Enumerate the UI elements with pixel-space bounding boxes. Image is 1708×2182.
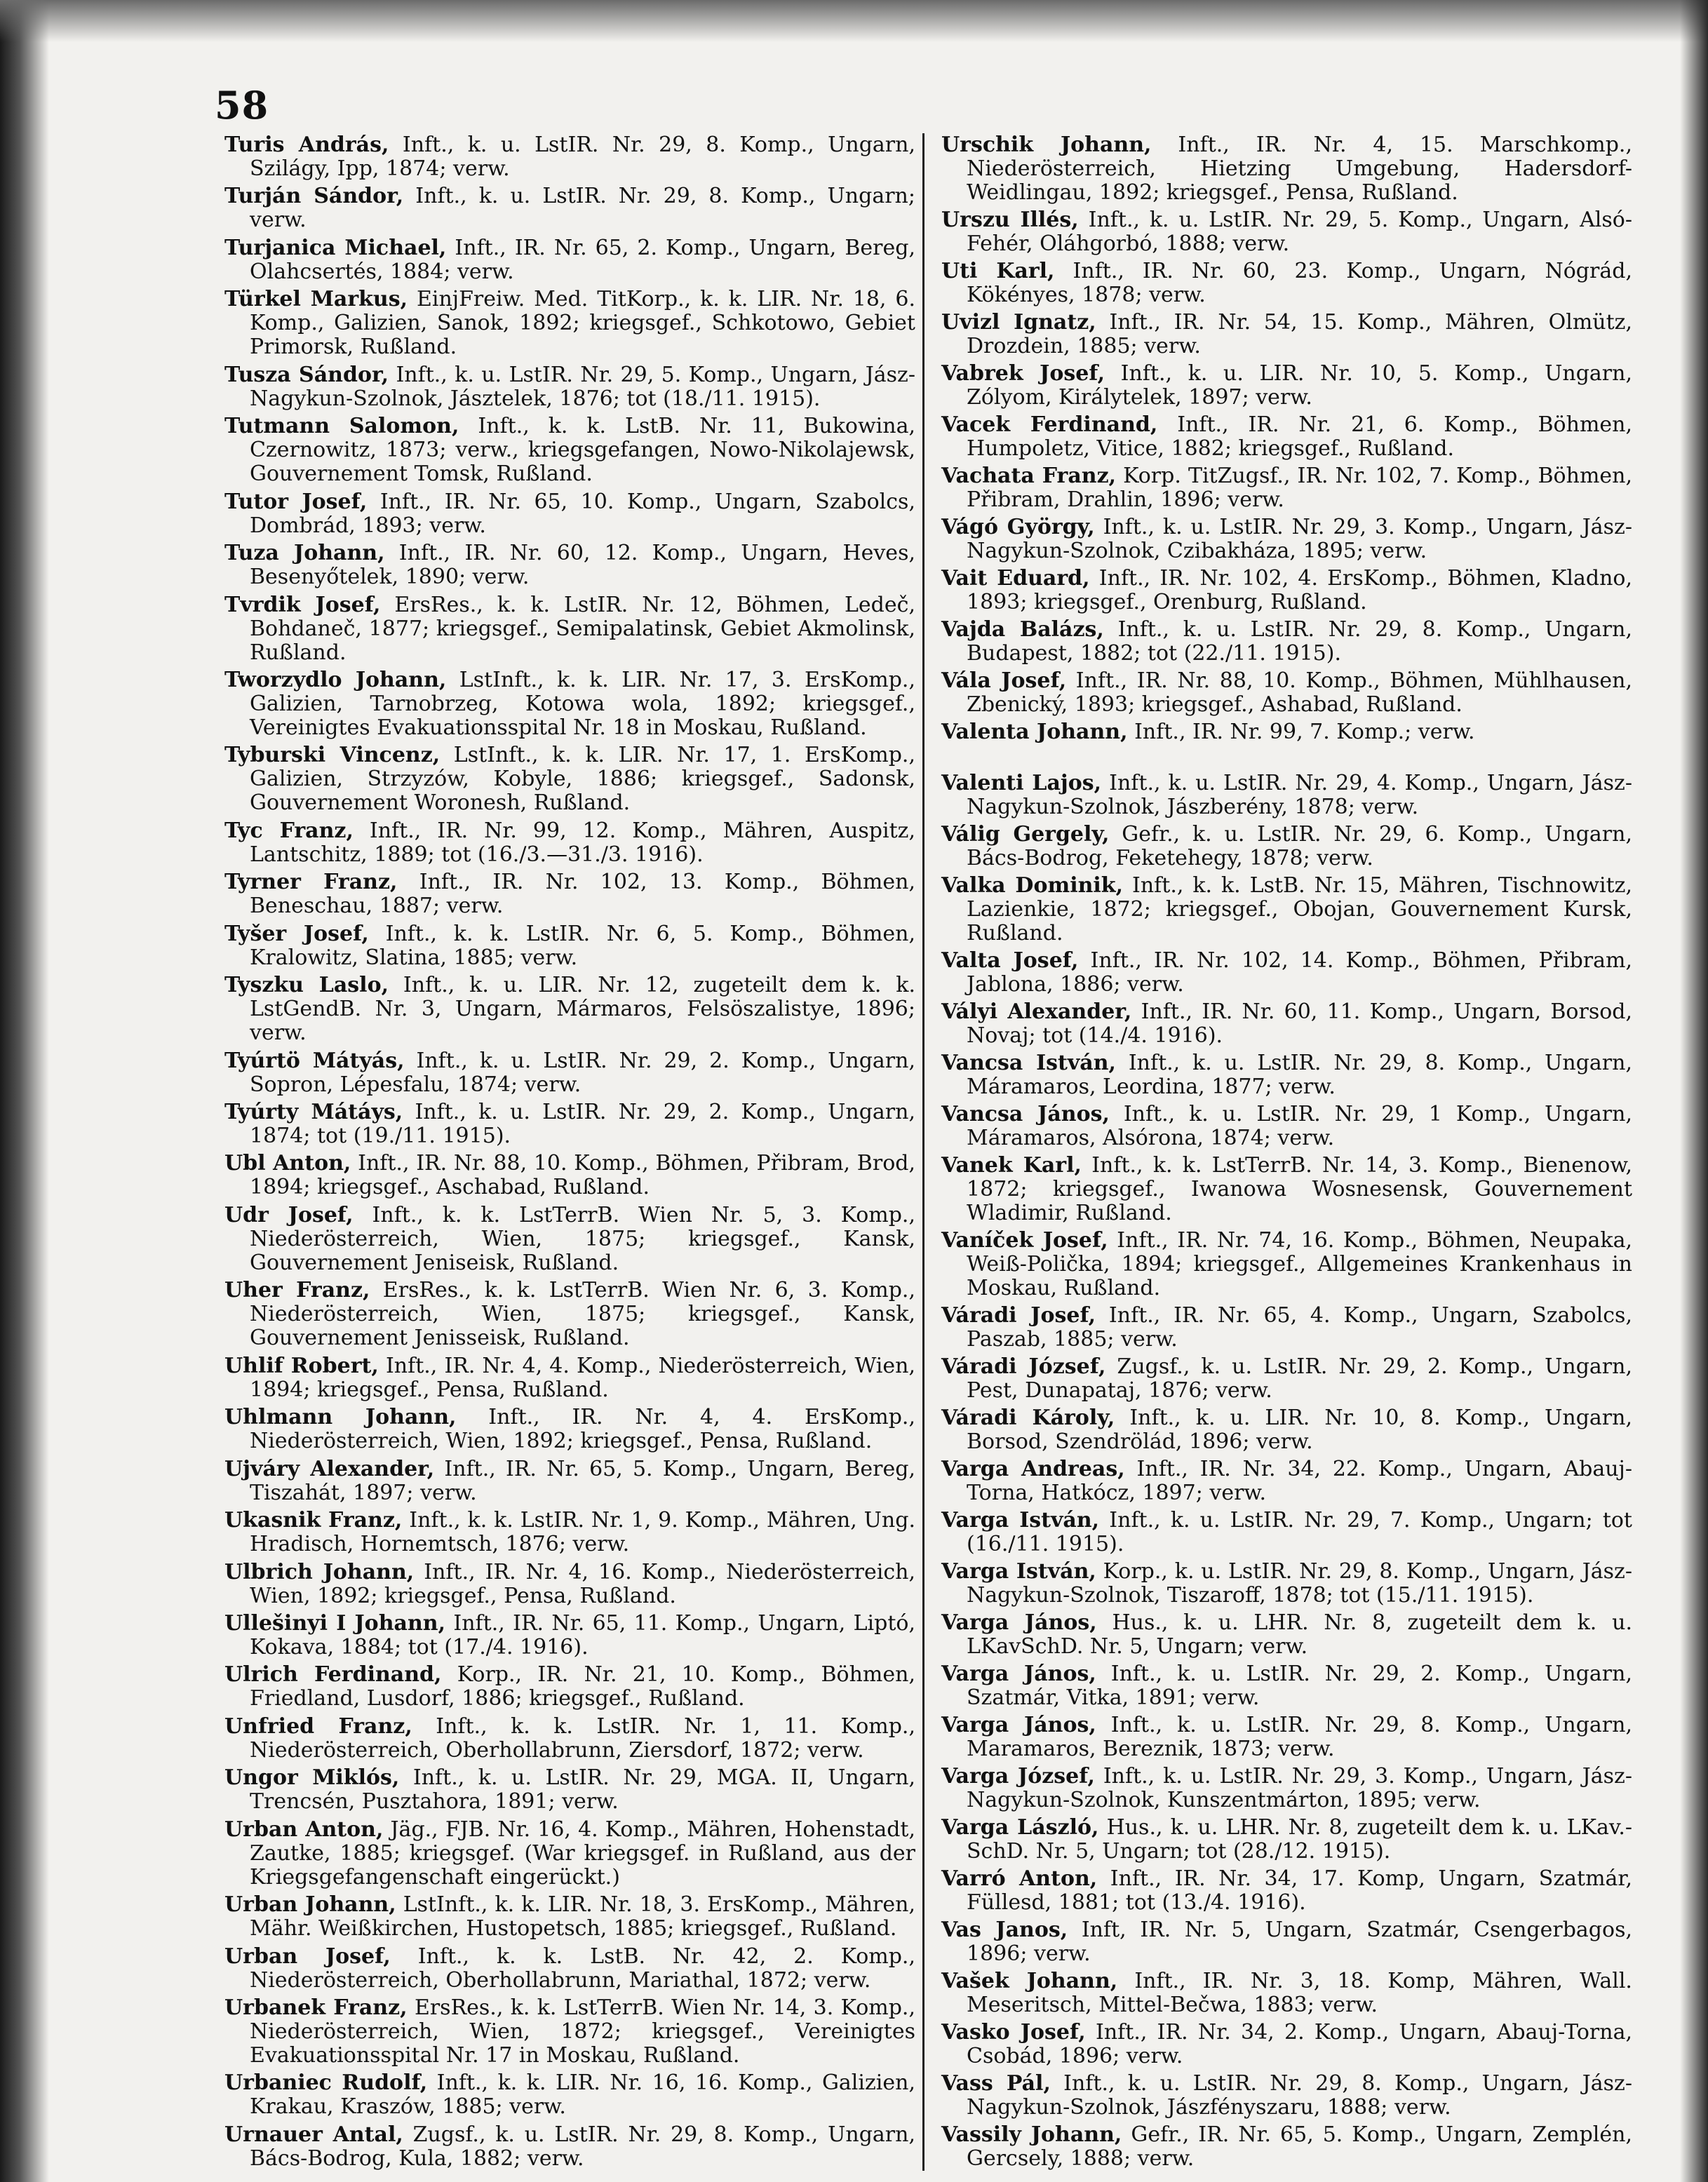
- entry-details: Inft., IR. Nr. 99, 12. Komp., Mähren, Auspitz, Lantschitz, 1889; tot (16./3.—31./3. 1916).: [250, 818, 915, 867]
- entry-details: Inft., k. k. LstTerrB. Nr. 14, 3. Komp., Bienenow, 1872; kriegsgef., Iwanowa Wosnesensk, Gouvernement Wladimir, Rußland.: [967, 1153, 1632, 1225]
- entry-details: Inft., IR. Nr. 3, 18. Komp, Mähren, Wall. Meseritsch, Mittel-Bečwa, 1883; verw.: [967, 1969, 1632, 2017]
- entry-name: Vancsa István,: [941, 1051, 1116, 1075]
- entry-name: Vála Josef,: [941, 668, 1067, 693]
- entry-name: Ulrich Ferdinand,: [224, 1662, 442, 1688]
- casualty-entry: [224, 1152, 915, 1199]
- casualty-entry: [941, 1662, 1632, 1710]
- casualty-entry: [941, 1509, 1632, 1556]
- casualty-entry: [224, 1509, 915, 1556]
- entry-name: Urbaniec Rudolf,: [224, 2070, 428, 2096]
- casualty-entry: [941, 2123, 1632, 2171]
- entry-details: LstInft., k. k. LIR. Nr. 17, 1. ErsKomp., Galizien, Strzyzów, Kobyle, 1886; kriegsgef., Sadonsk, Gouvernement Woronesh, Rußland.: [250, 743, 915, 816]
- entry-details: Zugsf., k. u. LstIR. Nr. 29, 8. Komp., Ungarn, Bács-Bodrog, Kula, 1882; verw.: [250, 2122, 916, 2171]
- casualty-entry: [224, 363, 915, 411]
- entry-name: Vachata Franz,: [941, 464, 1117, 488]
- entry-details: LstInft., k. k. LIR. Nr. 18, 3. ErsKomp., Mähren, Mähr. Weißkirchen, Hustopetsch, 1885; kriegsgef., Rußland.: [250, 1892, 915, 1941]
- entry-details: Korp., k. u. LstIR. Nr. 29, 8. Komp., Ungarn, Jász-Nagykun-Szolnok, Tiszaroff, 1878; tot (15./11. 1915).: [967, 1559, 1632, 1608]
- entry-details: Inft., IR. Nr. 34, 2. Komp., Ungarn, Abauj-Torna, Csobád, 1896; verw.: [967, 2020, 1632, 2068]
- entry-name: Vályi Alexander,: [941, 999, 1132, 1024]
- entry-name: Vabrek Josef,: [941, 361, 1105, 386]
- entry-name: Válig Gergely,: [941, 822, 1110, 847]
- entry-name: Vanek Karl,: [941, 1153, 1082, 1178]
- page-number: 58: [215, 83, 269, 128]
- entry-details: Inft., k. k. LstB. Nr. 11, Bukowina, Czernowitz, 1873; verw., kriegsgefangen, Nowo-Nikolajewsk, Gouvernement Tomsk, Rußland.: [250, 414, 915, 487]
- entry-name: Turjanica Michael,: [224, 235, 447, 260]
- entry-name: Vait Eduard,: [941, 566, 1090, 591]
- entry-name: Turján Sándor,: [224, 184, 404, 209]
- casualty-entry: [941, 1765, 1632, 1812]
- entry-details: Inft., IR. Nr. 65, 10. Komp., Ungarn, Szabolcs, Dombrád, 1893; verw.: [250, 489, 915, 538]
- entry-name: Tyszku Laslo,: [224, 973, 389, 998]
- entry-name: Tusza Sándor,: [224, 362, 389, 387]
- casualty-entry: [224, 184, 915, 232]
- entry-name: Ulbrich Johann,: [224, 1559, 415, 1584]
- entry-details: Inft., k. u. LstIR. Nr. 29, 3. Komp., Ungarn, Jász-Nagykun-Szolnok, Czibakháza, 1895; verw.: [967, 515, 1632, 563]
- entry-details: Inft., k. k. LIR. Nr. 16, 16. Komp., Galizien, Krakau, Kraszów, 1885; verw.: [250, 2070, 915, 2120]
- entry-details: Inft., k. k. LstIR. Nr. 6, 5. Komp., Böhmen, Kralowitz, Slatina, 1885; verw.: [250, 921, 915, 970]
- entry-name: Valka Dominik,: [941, 873, 1124, 898]
- casualty-entry: [941, 2021, 1632, 2068]
- casualty-entry: [941, 669, 1632, 717]
- casualty-entry: [224, 668, 915, 740]
- entry-details: Zugsf., k. u. LstIR. Nr. 29, 2. Komp., Ungarn, Pest, Dunapataj, 1876; verw.: [967, 1354, 1633, 1403]
- entry-name: Türkel Markus,: [224, 287, 408, 312]
- entry-details: Korp. TitZugsf., IR. Nr. 102, 7. Komp., Böhmen, Přibram, Drahlin, 1896; verw.: [967, 464, 1632, 512]
- casualty-entry: [941, 1406, 1632, 1454]
- casualty-entry: [224, 819, 915, 867]
- casualty-entry: [224, 1406, 915, 1453]
- entry-details: Inft., k. k. LstB. Nr. 42, 2. Komp., Niederösterreich, Oberhollabrunn, Mariathal, 1872; verw.: [250, 1944, 915, 1993]
- casualty-entry: [224, 1204, 915, 1275]
- entry-details: Inft., IR. Nr. 34, 17. Komp, Ungarn, Szatmár, Füllesd, 1881; tot (13./4. 1916).: [967, 1866, 1632, 1915]
- left-column: [224, 133, 915, 2171]
- entry-details: Inft., k. u. LstIR. Nr. 29, 8. Komp., Ungarn, Máramaros, Leordina, 1877; verw.: [967, 1051, 1633, 1099]
- casualty-entry: [224, 541, 915, 589]
- entry-name: Tyúrty Mátáys,: [224, 1100, 403, 1124]
- casualty-entry: [941, 874, 1632, 945]
- entry-details: ErsRes., k. k. LstIR. Nr. 12, Böhmen, Ledeč, Bohdaneč, 1877; kriegsgef., Semipalatinsk, Gebiet Akmolinsk, Rußland.: [250, 592, 915, 665]
- entry-name: Urban Johann,: [224, 1892, 396, 1918]
- entry-name: Tutor Josef,: [224, 489, 368, 514]
- right-column: [941, 133, 1632, 2171]
- casualty-entry: [941, 1051, 1632, 1099]
- casualty-entry: [224, 974, 915, 1045]
- casualty-entry: [224, 1354, 915, 1402]
- entry-name: Uvizl Ignatz,: [941, 310, 1096, 335]
- casualty-entry: [941, 1713, 1632, 1761]
- entry-details: Inft., IR. Nr. 88, 10. Komp., Böhmen, Mühlhausen, Zbenický, 1893; kriegsgef., Ashabad, Rußland.: [967, 668, 1632, 717]
- casualty-entry: [941, 567, 1632, 614]
- entry-name: Varró Anton,: [941, 1866, 1098, 1891]
- entry-details: Inft., k. u. LstIR. Nr. 29, 8. Komp., Ungarn; verw.: [250, 184, 915, 233]
- entry-details: Gefr., k. u. LstIR. Nr. 29, 6. Komp., Ungarn, Bács-Bodrog, Feketehegy, 1878; verw.: [967, 822, 1632, 870]
- casualty-entry: [941, 1000, 1632, 1048]
- entry-name: Urszu Illés,: [941, 208, 1079, 232]
- entry-name: Ungor Miklós,: [224, 1765, 400, 1791]
- casualty-entry: [224, 1715, 915, 1763]
- entry-details: Inft., IR. Nr. 4, 15. Marschkomp., Niederösterreich, Hietzing Umgebung, Hadersdorf-Weidlingau, 1892; kriegsgef., Pensa, Rußland.: [967, 133, 1633, 205]
- entry-name: Valenta Johann,: [941, 720, 1128, 744]
- entry-details: Inft., k. u. LstIR. Nr. 29, 8. Komp., Ungarn, Szilágy, Ipp, 1874; verw.: [250, 133, 915, 181]
- entry-name: Urban Anton,: [224, 1817, 384, 1842]
- entry-details: Inft., IR. Nr. 4, 4. ErsKomp., Niederösterreich, Wien, 1892; kriegsgef., Pensa, Rußland.: [250, 1405, 915, 1454]
- casualty-entry: [941, 516, 1632, 563]
- entry-details: Inft., k. u. LstIR. Nr. 29, 3. Komp., Ungarn, Jász-Nagykun-Szolnok, Kunszentmárton, 1895; verw.: [967, 1764, 1632, 1812]
- entry-name: Uti Karl,: [941, 259, 1055, 283]
- entry-details: Inft., IR. Nr. 65, 4. Komp., Ungarn, Szabolcs, Paszab, 1885; verw.: [967, 1303, 1632, 1352]
- entry-name: Turis András,: [224, 133, 389, 157]
- entry-name: Vajda Balázs,: [941, 617, 1104, 642]
- entry-details: Inft., k. u. LstIR. Nr. 29, 8. Komp., Ungarn, Budapest, 1882; tot (22./11. 1915).: [967, 617, 1633, 666]
- entry-details: Inft., k. u. LstIR. Nr. 29, MGA. II, Ungarn, Trencsén, Pusztahora, 1891; verw.: [250, 1765, 915, 1814]
- entry-name: Vaníček Josef,: [941, 1228, 1108, 1253]
- entry-name: Varga Andreas,: [941, 1457, 1125, 1481]
- entry-details: Inft., k. u. LIR. Nr. 10, 5. Komp., Ungarn, Zólyom, Királytelek, 1897; verw.: [967, 361, 1633, 410]
- casualty-entry: [224, 1561, 915, 1608]
- entry-name: Urnauer Antal,: [224, 2122, 403, 2147]
- entry-details: Inft., IR. Nr. 102, 14. Komp., Böhmen, Přibram, Jablona, 1886; verw.: [967, 948, 1632, 997]
- casualty-entry: [224, 743, 915, 815]
- entry-name: Vacek Ferdinand,: [941, 412, 1158, 437]
- casualty-entry: [941, 1103, 1632, 1150]
- entry-details: Inft., k. k. LstB. Nr. 15, Mähren, Tischnowitz, Lazienkie, 1872; kriegsgef., Obojan, Gouvernement Kursk, Rußland.: [967, 873, 1632, 945]
- entry-name: Vancsa János,: [941, 1102, 1110, 1126]
- entry-details: Inft., IR. Nr. 74, 16. Komp., Böhmen, Neupaka, Weiß-Polička, 1894; kriegsgef., Allgemeines Krankenhaus in Moskau, Rußland.: [967, 1228, 1632, 1300]
- casualty-entry: [224, 1893, 915, 1941]
- entry-details: Inft., IR. Nr. 102, 13. Komp., Böhmen, Beneschau, 1887; verw.: [250, 870, 915, 919]
- entry-name: Varga István,: [941, 1508, 1100, 1533]
- entry-details: Inft., IR. Nr. 65, 11. Komp., Ungarn, Liptó, Kokava, 1884; tot (17./4. 1916).: [250, 1610, 915, 1659]
- entry-name: Váradi Károly,: [941, 1406, 1115, 1430]
- casualty-entry: [224, 236, 915, 284]
- entry-name: Vašek Johann,: [941, 1969, 1118, 1993]
- entry-name: Tyúrtö Mátyás,: [224, 1048, 405, 1073]
- casualty-entry: [941, 1816, 1632, 1864]
- entry-name: Tyšer Josef,: [224, 921, 369, 946]
- entry-name: Unfried Franz,: [224, 1713, 412, 1739]
- entry-name: Tutmann Salomon,: [224, 414, 459, 439]
- casualty-entry: [941, 2072, 1632, 2120]
- casualty-entry: [224, 415, 915, 486]
- casualty-entry: [224, 133, 915, 181]
- entry-details: Hus., k. u. LHR. Nr. 8, zugeteilt dem k. u. LKav.-SchD. Nr. 5, Ungarn; tot (28./12. 1915).: [967, 1815, 1632, 1864]
- casualty-entry: [941, 618, 1632, 666]
- casualty-entry: [224, 288, 915, 359]
- entry-name: Varga László,: [941, 1815, 1099, 1840]
- casualty-entry: [941, 133, 1632, 205]
- entry-details: ErsRes., k. k. LstTerrB. Wien Nr. 6, 3. Komp., Niederösterreich, Wien, 1875; kriegsgef., Kansk, Gouvernement Jenisseisk, Rußland.: [250, 1278, 915, 1351]
- entry-name: Vágó György,: [941, 515, 1095, 539]
- entry-name: Uhlmann Johann,: [224, 1405, 457, 1430]
- entry-name: Uhlif Robert,: [224, 1353, 379, 1378]
- casualty-entry: [224, 1612, 915, 1659]
- entry-name: Vassily Johann,: [941, 2122, 1122, 2147]
- page-top-edge-shadow: [0, 0, 1708, 42]
- casualty-entry: [224, 2123, 915, 2171]
- casualty-entry: [941, 311, 1632, 358]
- casualty-entry: [224, 1100, 915, 1148]
- entry-details: Inft., IR. Nr. 60, 12. Komp., Ungarn, Heves, Besenyőtelek, 1890; verw.: [250, 541, 915, 590]
- entry-details: Inft., k. u. LstIR. Nr. 29, 2. Komp., Ungarn, Szatmár, Vitka, 1891; verw.: [967, 1662, 1632, 1710]
- entry-name: Uher Franz,: [224, 1278, 370, 1303]
- page-left-edge-shadow: [0, 0, 49, 2182]
- casualty-entry: [224, 1457, 915, 1505]
- entry-details: Inft., IR. Nr. 54, 15. Komp., Mähren, Olmütz, Drozdein, 1885; verw.: [967, 310, 1632, 358]
- entry-name: Varga János,: [941, 1713, 1096, 1737]
- entry-name: Varga János,: [941, 1662, 1096, 1686]
- entry-name: Tvrdik Josef,: [224, 592, 381, 617]
- entry-details: Inft, IR. Nr. 5, Ungarn, Szatmár, Csengerbagos, 1896; verw.: [967, 1918, 1632, 1966]
- casualty-entry: [224, 1279, 915, 1350]
- entry-details: Inft., k. u. LstIR. Nr. 29, 1 Komp., Ungarn, Máramaros, Alsórona, 1874; verw.: [967, 1102, 1632, 1150]
- casualty-entry: [224, 490, 915, 538]
- entry-details: Hus., k. u. LHR. Nr. 8, zugeteilt dem k. u. LKavSchD. Nr. 5, Ungarn; verw.: [967, 1610, 1632, 1659]
- entry-name: Váradi Josef,: [941, 1303, 1096, 1328]
- casualty-entry: [941, 260, 1632, 307]
- casualty-entry: [941, 1560, 1632, 1608]
- casualty-entry: [941, 949, 1632, 997]
- entry-details: Inft., IR. Nr. 60, 11. Komp., Ungarn, Borsod, Novaj; tot (14./4. 1916).: [967, 999, 1633, 1048]
- entry-details: Inft., k. u. LstIR. Nr. 29, 5. Komp., Ungarn, Jász-Nagykun-Szolnok, Jásztelek, 1876; tot (18./11. 1915).: [250, 362, 915, 411]
- entry-name: Valenti Lajos,: [941, 771, 1102, 795]
- casualty-entry: [941, 1304, 1632, 1352]
- entry-details: Inft., IR. Nr. 21, 6. Komp., Böhmen, Humpoletz, Vitice, 1882; kriegsgef., Rußland.: [967, 412, 1633, 461]
- page-right-edge-shadow: [1680, 0, 1708, 2182]
- entry-details: Inft., IR. Nr. 4, 4. Komp., Niederösterreich, Wien, 1894; kriegsgef., Pensa, Rußland.: [250, 1353, 915, 1402]
- column-divider: [922, 133, 924, 2171]
- entry-name: Váradi József,: [941, 1354, 1106, 1379]
- entry-details: Inft., IR. Nr. 4, 16. Komp., Niederösterreich, Wien, 1892; kriegsgef., Pensa, Rußland.: [250, 1559, 915, 1608]
- entry-details: Inft., k. u. LstIR. Nr. 29, 8. Komp., Ungarn, Maramaros, Bereznik, 1873; verw.: [967, 1713, 1632, 1761]
- entry-details: ErsRes., k. k. LstTerrB. Wien Nr. 14, 3. Komp., Niederösterreich, Wien, 1872; kriegsgef., Vereinigtes Evakuationsspital Nr. 17 in Moskau, Rußland.: [250, 1995, 915, 2068]
- entry-name: Ujváry Alexander,: [224, 1456, 435, 1481]
- entry-details: Inft., k. u. LstIR. Nr. 29, 2. Komp., Ungarn, 1874; tot (19./11. 1915).: [250, 1100, 916, 1148]
- casualty-entry: [941, 1229, 1632, 1300]
- entry-name: Ukasnik Franz,: [224, 1508, 403, 1533]
- entry-details: Jäg., FJB. Nr. 16, 4. Komp., Mähren, Hohenstadt, Zautke, 1885; kriegsgef. (War kriegsgef. in Rußland, aus der Kriegsgefangenschaft eingerückt.): [250, 1817, 915, 1890]
- entry-name: Urschik Johann,: [941, 133, 1152, 157]
- casualty-entry: [941, 1611, 1632, 1659]
- entry-name: Vas Janos,: [941, 1918, 1068, 1942]
- casualty-entry: [224, 1049, 915, 1097]
- entry-name: Udr Josef,: [224, 1202, 354, 1227]
- entry-details: Inft., k. u. LstIR. Nr. 29, 4. Komp., Ungarn, Jász-Nagykun-Szolnok, Jászberény, 1878; verw.: [967, 771, 1632, 819]
- entry-details: Inft., IR. Nr. 65, 2. Komp., Ungarn, Bereg, Olahcsertés, 1884; verw.: [250, 235, 915, 284]
- casualty-entry: [224, 2071, 915, 2119]
- casualty-entry: [941, 772, 1632, 819]
- entry-name: Ubl Anton,: [224, 1151, 351, 1176]
- entry-details: Inft., k. k. LstIR. Nr. 1, 11. Komp., Niederösterreich, Oberhollabrunn, Ziersdorf, 1872; verw.: [250, 1713, 915, 1763]
- casualty-entry: [224, 922, 915, 970]
- entry-details: LstInft., k. k. LIR. Nr. 17, 3. ErsKomp., Galizien, Tarnobrzeg, Kotowa wola, 1892; kriegsgef., Vereinigtes Evakuationsspital Nr. 18 in Moskau, Rußland.: [250, 667, 915, 740]
- casualty-entry: [941, 1918, 1632, 1966]
- casualty-entry: [224, 1945, 915, 1993]
- entry-details: Gefr., IR. Nr. 65, 5. Komp., Ungarn, Zemplén, Gercsely, 1888; verw.: [967, 2122, 1632, 2171]
- entry-details: Inft., k. k. LstIR. Nr. 1, 9. Komp., Mähren, Ung. Hradisch, Hornemtsch, 1876; verw.: [250, 1508, 915, 1557]
- casualty-entry: [224, 870, 915, 918]
- entry-details: Inft., k. u. LIR. Nr. 12, zugeteilt dem k. k. LstGendB. Nr. 3, Ungarn, Mármaros, Felsöszalistye, 1896; verw.: [250, 973, 915, 1046]
- entry-name: Urbanek Franz,: [224, 1995, 408, 2020]
- casualty-entry: [941, 720, 1632, 768]
- entry-details: Inft., k. u. LstIR. Nr. 29, 7. Komp., Ungarn; tot (16./11. 1915).: [967, 1508, 1632, 1556]
- casualty-entry: [941, 1154, 1632, 1225]
- entry-details: EinjFreiw. Med. TitKorp., k. k. LIR. Nr. 18, 6. Komp., Galizien, Sanok, 1892; kriegsgef., Schkotowo, Gebiet Primorsk, Rußland.: [250, 287, 915, 360]
- entry-name: Vass Pál,: [941, 2071, 1051, 2096]
- casualty-entry: [224, 1818, 915, 1890]
- casualty-entry: [941, 362, 1632, 410]
- entry-name: Varga János,: [941, 1610, 1097, 1635]
- entry-name: Tyc Franz,: [224, 818, 354, 843]
- casualty-entry: [224, 1996, 915, 2068]
- casualty-entry: [941, 464, 1632, 512]
- entry-details: Inft., IR. Nr. 88, 10. Komp., Böhmen, Přibram, Brod, 1894; kriegsgef., Aschabad, Rußland.: [250, 1151, 915, 1200]
- entry-name: Tyrner Franz,: [224, 870, 398, 895]
- casualty-entry: [224, 593, 915, 665]
- entry-details: Inft., k. k. LstTerrB. Wien Nr. 5, 3. Komp., Niederösterreich, Wien, 1875; kriegsgef., Kansk, Gouvernement Jeniseisk, Rußland.: [250, 1202, 916, 1275]
- entry-details: Inft., IR. Nr. 99, 7. Komp.; verw.: [1134, 720, 1475, 744]
- entry-name: Tuza Johann,: [224, 541, 385, 566]
- entry-details: Inft., k. u. LstIR. Nr. 29, 2. Komp., Ungarn, Sopron, Lépesfalu, 1874; verw.: [250, 1048, 915, 1097]
- casualty-entry: [941, 1969, 1632, 2017]
- entry-details: Inft., IR. Nr. 34, 22. Komp., Ungarn, Abauj-Torna, Hatkócz, 1897; verw.: [967, 1457, 1632, 1505]
- casualty-entry: [224, 1663, 915, 1711]
- casualty-entry: [941, 823, 1632, 870]
- casualty-entry: [941, 1457, 1632, 1505]
- casualty-entry: [224, 1766, 915, 1814]
- entry-name: Varga József,: [941, 1764, 1095, 1789]
- entry-details: Inft., IR. Nr. 65, 5. Komp., Ungarn, Bereg, Tiszahát, 1897; verw.: [250, 1456, 915, 1505]
- entry-name: Ullešinyi I Johann,: [224, 1610, 446, 1636]
- entry-details: Inft., IR. Nr. 102, 4. ErsKomp., Böhmen, Kladno, 1893; kriegsgef., Orenburg, Rußland.: [967, 566, 1632, 614]
- entry-details: Korp., IR. Nr. 21, 10. Komp., Böhmen, Friedland, Lusdorf, 1886; kriegsgef., Rußland.: [250, 1662, 915, 1711]
- entry-name: Valta Josef,: [941, 948, 1079, 973]
- entry-name: Urban Josef,: [224, 1944, 391, 1969]
- entry-name: Vasko Josef,: [941, 2020, 1086, 2045]
- casualty-entry: [941, 208, 1632, 256]
- entry-details: Inft., IR. Nr. 60, 23. Komp., Ungarn, Nógrád, Kökényes, 1878; verw.: [967, 259, 1632, 307]
- casualty-entry: [941, 1867, 1632, 1915]
- entry-details: Inft., k. u. LstIR. Nr. 29, 8. Komp., Ungarn, Jász-Nagykun-Szolnok, Jászfényszaru, 1888; verw.: [967, 2071, 1632, 2120]
- entry-details: Inft., k. u. LIR. Nr. 10, 8. Komp., Ungarn, Borsod, Szendrölád, 1896; verw.: [967, 1406, 1632, 1454]
- entry-name: Tworzydlo Johann,: [224, 667, 447, 692]
- casualty-entry: [941, 413, 1632, 461]
- entry-name: Varga István,: [941, 1559, 1096, 1584]
- entry-name: Tyburski Vincenz,: [224, 743, 441, 768]
- entry-details: Inft., k. u. LstIR. Nr. 29, 5. Komp., Ungarn, Alsó-Fehér, Oláhgorbó, 1888; verw.: [967, 208, 1632, 256]
- casualty-entry: [941, 1355, 1632, 1403]
